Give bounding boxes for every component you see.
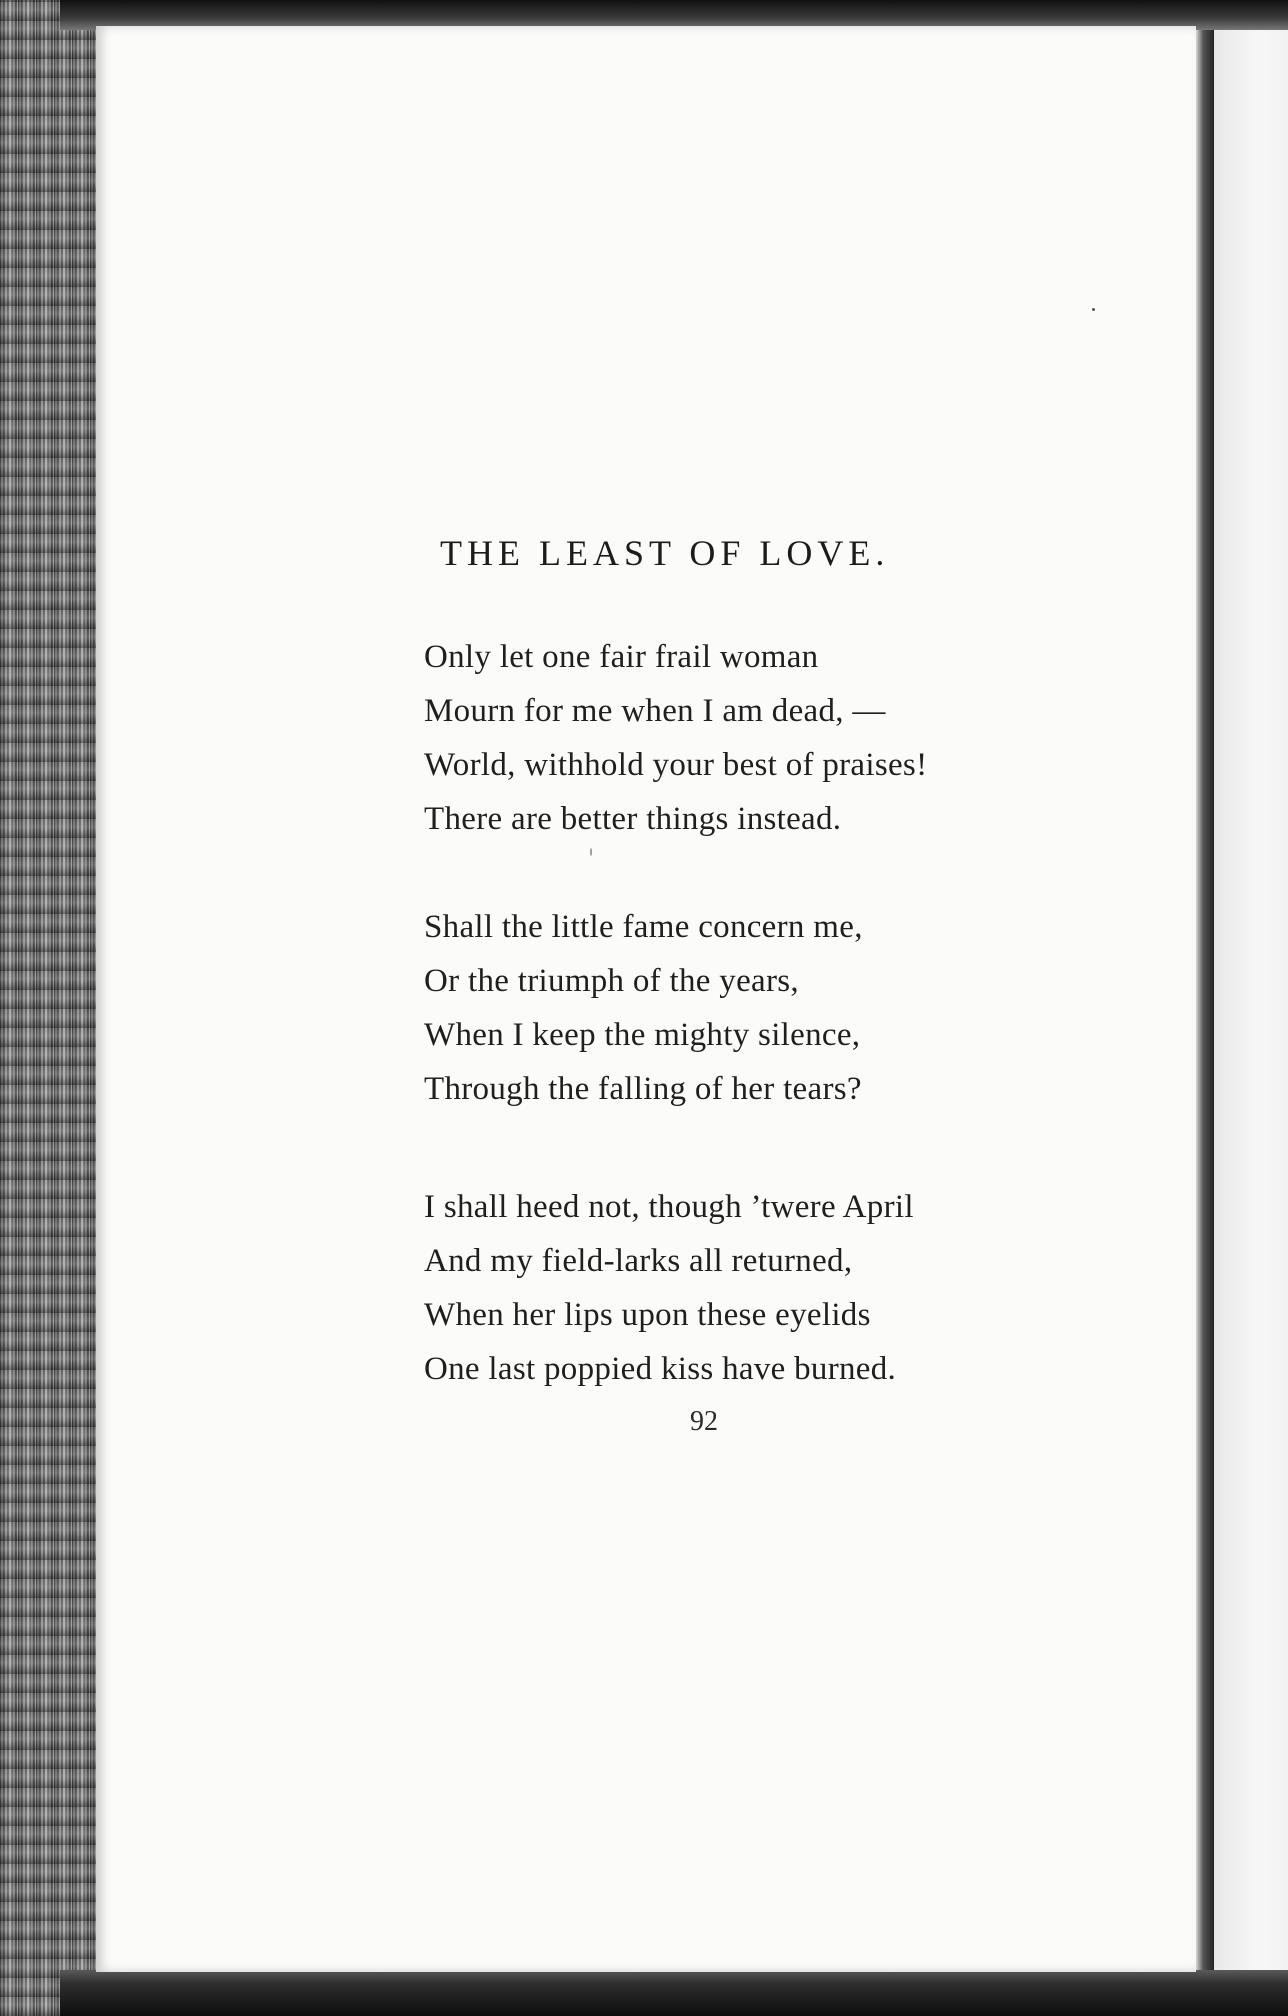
stanza-2 <box>424 900 1064 1116</box>
poem-line: And my field-larks all returned, <box>424 1243 853 1279</box>
poem-line: Shall the little fame concern me, <box>424 909 863 945</box>
poem-line: World, withhold your best of praises! <box>424 747 928 783</box>
poem-line: I shall heed not, though ’twere April <box>424 1189 914 1225</box>
poem-line: One last poppied kiss have burned. <box>424 1351 897 1387</box>
stanza-1 <box>424 630 1064 846</box>
poem-title: THE LEAST OF LOVE. <box>440 533 890 573</box>
poem-line: When her lips upon these eyelids <box>424 1297 871 1333</box>
book-gutter <box>1196 30 1214 1970</box>
book-bottom-edge <box>60 1970 1288 2016</box>
poem-line: When I keep the mighty silence, <box>424 1017 861 1053</box>
poem-line: Or the triumph of the years, <box>424 963 799 999</box>
paper-speck <box>590 848 592 856</box>
facing-page-edge <box>1214 30 1288 1970</box>
poem-line: Through the falling of her tears? <box>424 1071 862 1107</box>
page-number: 92 <box>690 1406 718 1437</box>
book-fore-edge <box>0 0 100 2016</box>
poem-line: Mourn for me when I am dead, — <box>424 693 886 729</box>
poem-line: Only let one fair frail woman <box>424 639 819 675</box>
poem-line: There are better things instead. <box>424 801 842 837</box>
paper-speck <box>1092 308 1095 311</box>
stanza-3 <box>424 1180 1064 1396</box>
